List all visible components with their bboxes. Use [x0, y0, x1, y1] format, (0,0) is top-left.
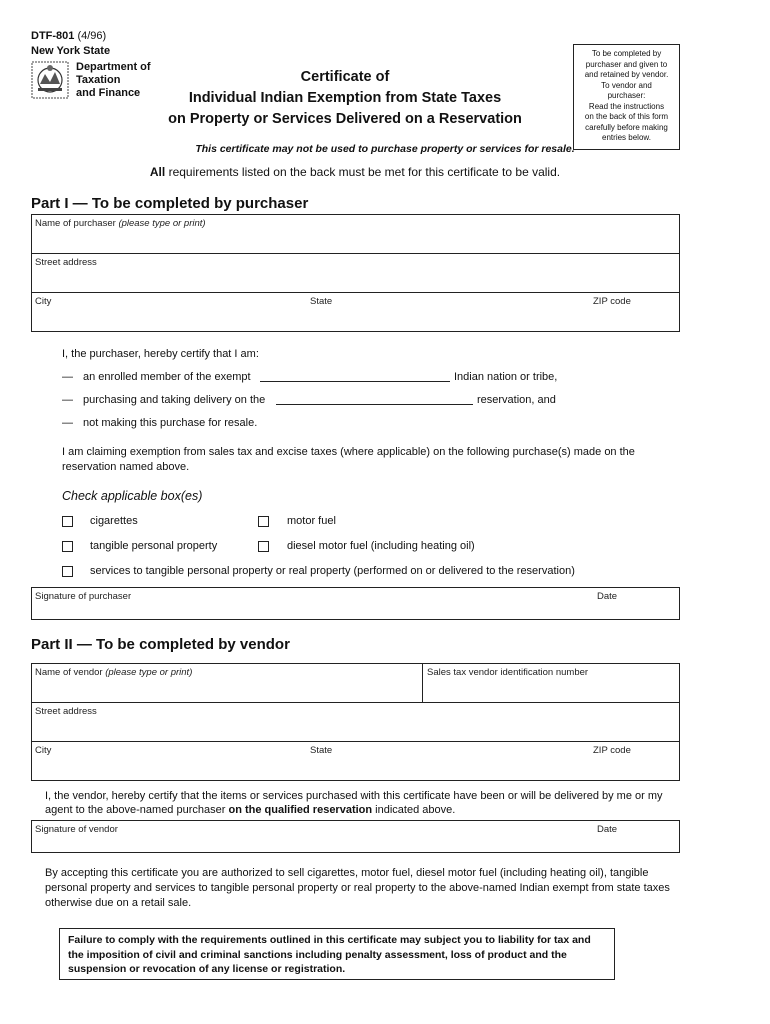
diesel-fuel-label: diesel motor fuel (including heating oil): [287, 540, 475, 552]
vendor-name-field[interactable]: [32, 664, 421, 702]
sidebox-line: To vendor and: [601, 80, 652, 90]
vendor-id-label: Sales tax vendor identification number: [427, 667, 589, 678]
vendor-date-field[interactable]: [594, 821, 679, 852]
sidebox-line: purchaser and given to: [585, 59, 668, 69]
certify-item-2-pre: purchasing and taking delivery on the: [83, 394, 266, 406]
vendor-city-field[interactable]: [32, 742, 302, 780]
part2-heading: Part II — To be completed by vendor: [31, 636, 290, 653]
purchaser-state-label: State: [310, 296, 333, 307]
purchaser-zip-field[interactable]: [590, 293, 679, 331]
purchaser-certify-intro: I, the purchaser, hereby certify that I am:: [62, 348, 259, 360]
claim-text: I am claiming exemption from sales tax and excise taxes (where applicable) on the following purchase(s) made on the reservation named above.: [62, 446, 635, 473]
failure-warning-box: [59, 928, 615, 980]
sidebox-line: purchaser:: [607, 91, 646, 100]
motor-fuel-label: motor fuel: [287, 515, 336, 527]
dept-line-3: and Finance: [76, 87, 141, 99]
sidebox-line: Read the instructions: [588, 101, 665, 111]
purchaser-signature-label: Signature of purchaser: [35, 591, 132, 602]
instructions-sidebox: [573, 44, 680, 150]
requirements-note: [0, 165, 710, 179]
purchaser-city-field[interactable]: [32, 293, 302, 331]
certify-item-3: not making this purchase for resale.: [83, 417, 258, 429]
purchaser-city-label: City: [35, 296, 52, 307]
resale-warning: This certificate may not be used to purchase property or services for resale.: [195, 143, 575, 155]
services-checkbox[interactable]: [62, 566, 73, 577]
requirements-rest: requirements listed on the back must be met for this certificate to be valid.: [165, 165, 561, 179]
certify-item-1-pre: an enrolled member of the exempt: [83, 371, 251, 383]
cigarettes-checkbox[interactable]: [62, 516, 73, 527]
form-title: [145, 67, 545, 130]
vendor-state-field[interactable]: [306, 742, 586, 780]
vendor-street-label: Street address: [35, 706, 97, 717]
dept-line-2: Taxation: [76, 74, 121, 86]
purchaser-date-field[interactable]: [594, 588, 679, 619]
form-id-line: [31, 30, 106, 42]
failure-warning-text: Failure to comply with the requirements outlined in this certificate may subject you to liability for tax and the imposition of civil and criminal sanctions including penalty assessment, loss of product and the suspension or revocation of any license or registration.: [68, 934, 591, 975]
tangible-property-checkbox[interactable]: [62, 541, 73, 552]
vendor-city-label: City: [35, 745, 52, 756]
sidebox-line: entries below.: [602, 133, 651, 142]
vendor-signature-label: Signature of vendor: [35, 824, 118, 835]
vendor-signature-field[interactable]: [32, 821, 592, 852]
sidebox-line: carefully before making: [585, 122, 668, 132]
state-name: New York State: [31, 45, 111, 57]
acceptance-text: By accepting this certificate you are authorized to sell cigarettes, motor fuel, diesel motor fuel (including heating oil), tangible personal property and services to tangible personal property or real property to the above-named Indian exempt from state taxes otherwise due on a retail sale.: [45, 867, 670, 909]
certify-item-1-post: Indian nation or tribe,: [454, 371, 558, 383]
purchaser-state-field[interactable]: [306, 293, 586, 331]
dept-line-1: Department of: [76, 61, 151, 73]
dash: —: [62, 417, 73, 429]
dash: —: [62, 394, 73, 406]
form-date: (4/96): [77, 30, 107, 42]
diesel-fuel-checkbox[interactable]: [258, 541, 269, 552]
vendor-date-label: Date: [597, 824, 618, 835]
purchaser-date-label: Date: [597, 591, 618, 602]
motor-fuel-checkbox[interactable]: [258, 516, 269, 527]
purchaser-street-field[interactable]: [32, 254, 679, 292]
dash: —: [62, 371, 73, 383]
reservation-name-input[interactable]: [276, 404, 473, 405]
check-heading: Check applicable box(es): [62, 489, 203, 503]
form-id: DTF-801: [31, 30, 75, 42]
part1-heading: Part I — To be completed by purchaser: [31, 195, 309, 212]
state-seal-icon: [30, 60, 70, 100]
tangible-property-label: tangible personal property: [90, 540, 218, 552]
title-line-3: on Property or Services Delivered on a Reservation: [168, 111, 522, 127]
purchaser-street-label: Street address: [35, 257, 97, 268]
vendor-state-label: State: [310, 745, 333, 756]
title-line-2: Individual Indian Exemption from State Taxes: [188, 90, 502, 106]
sidebox-line: To be completed by: [591, 49, 662, 58]
cigarettes-label: cigarettes: [90, 515, 138, 527]
vendor-zip-label: ZIP code: [593, 745, 631, 756]
vendor-certify-text: I, the vendor, hereby certify that the items or services purchased with this certificate have been or will be delivered by me or my agent to the above-named purchaser on the qualified reservation indicated above.: [45, 790, 663, 816]
vendor-zip-field[interactable]: [590, 742, 679, 780]
vendor-street-field[interactable]: [32, 703, 679, 741]
purchaser-signature-field[interactable]: [32, 588, 592, 619]
sidebox-line: on the back of this form: [584, 112, 669, 121]
vendor-name-label: Name of vendor (please type or print): [35, 667, 193, 678]
vendor-id-field[interactable]: [423, 664, 679, 702]
purchaser-name-label: Name of purchaser (please type or print): [35, 218, 206, 229]
purchaser-zip-label: ZIP code: [593, 296, 631, 307]
tribe-name-input[interactable]: [260, 381, 450, 382]
requirements-all: All: [149, 165, 166, 179]
services-label: services to tangible personal property or real property (performed on or delivered to the reservation): [90, 565, 575, 577]
department-block: [76, 61, 151, 100]
sidebox-line: and retained by vendor.: [584, 70, 669, 79]
purchaser-name-field[interactable]: [32, 215, 679, 253]
title-line-1: Certificate of: [300, 69, 390, 85]
certify-item-2-post: reservation, and: [477, 394, 556, 406]
